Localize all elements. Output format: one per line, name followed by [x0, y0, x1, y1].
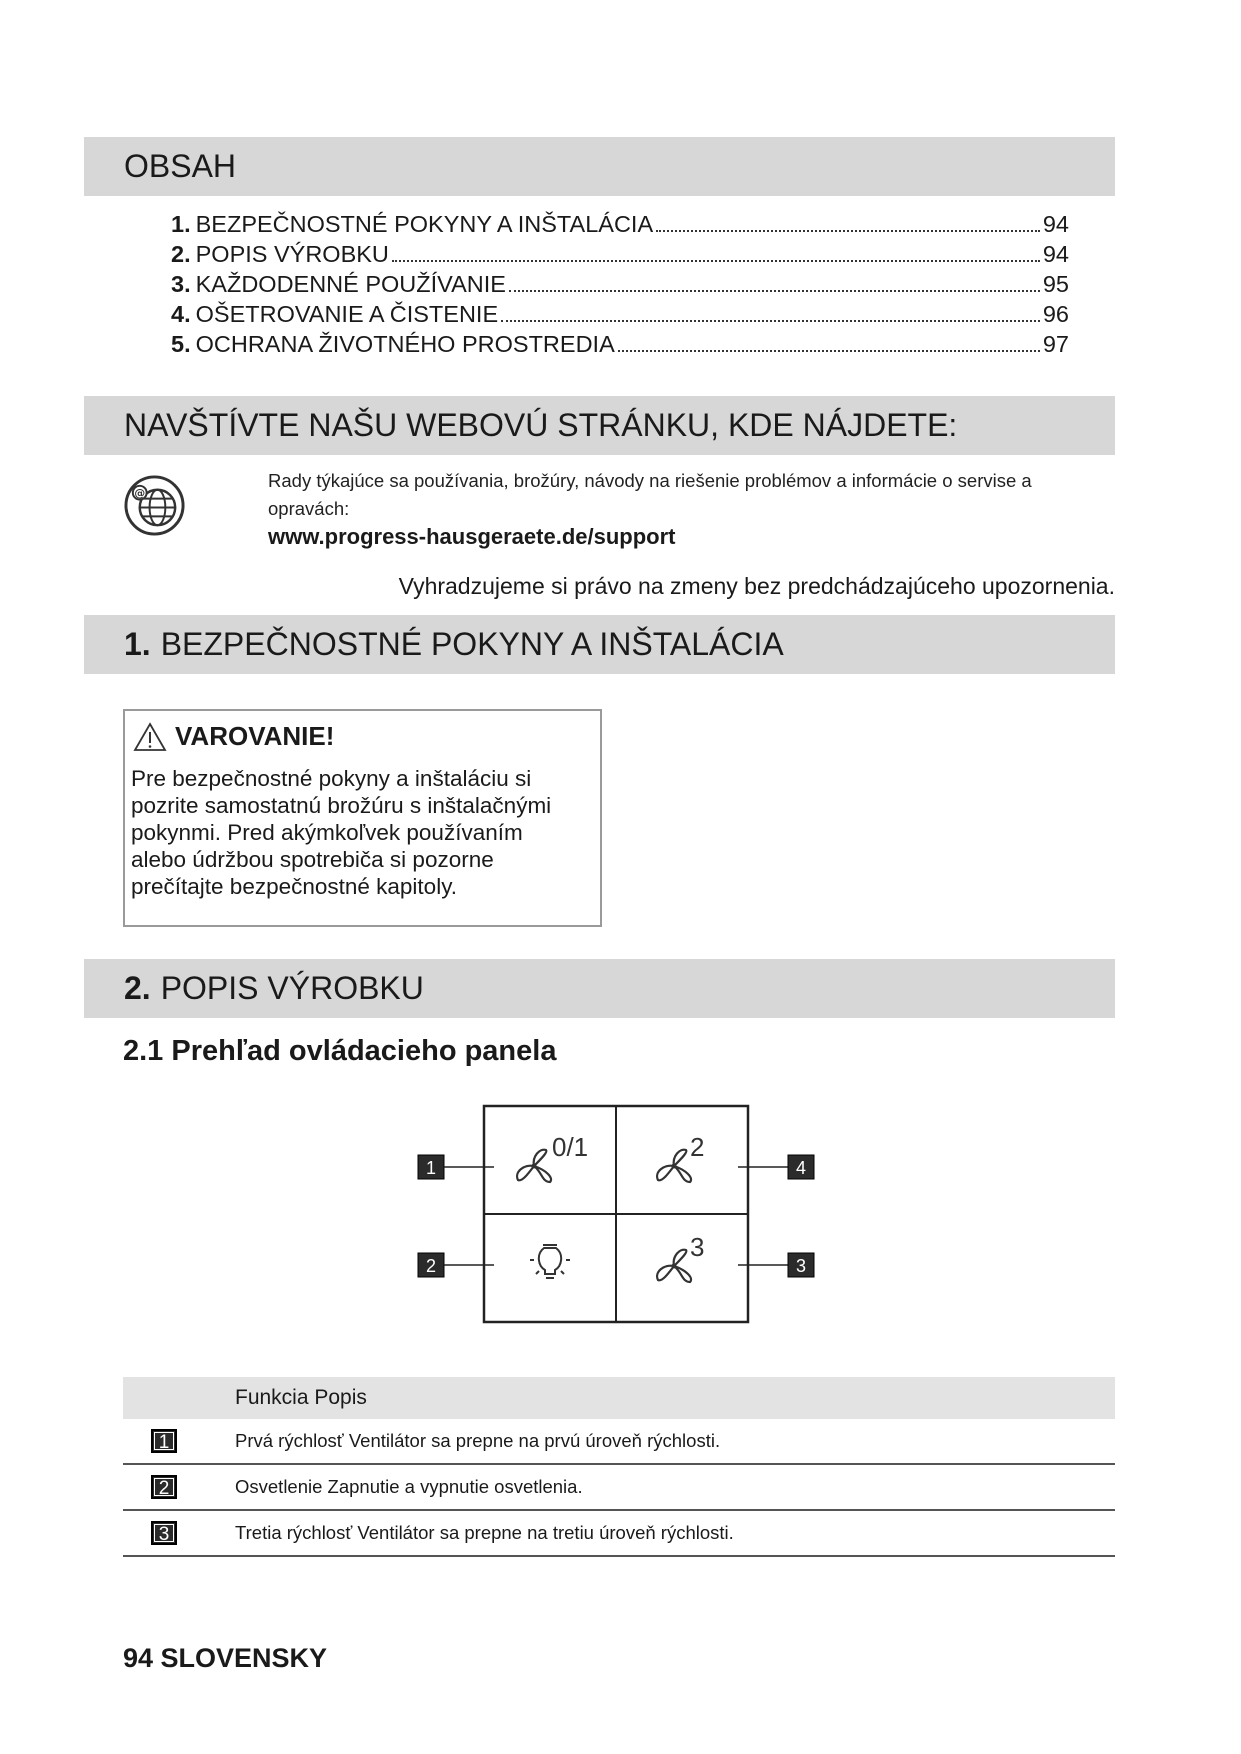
- svg-text:@: @: [134, 486, 146, 500]
- function-table: [123, 1377, 1115, 1557]
- page-footer: 94 SLOVENSKY: [123, 1643, 328, 1673]
- toc-item-label: OŠETROVANIE A ČISTENIE: [195, 301, 499, 327]
- row-description: Tretia rýchlosť Ventilátor sa prepne na tretiu úroveň rýchlosti.: [235, 1522, 734, 1543]
- row-description: Osvetlenie Zapnutie a vypnutie osvetlenia.: [235, 1476, 583, 1497]
- callout-4-label: 4: [795, 1158, 807, 1178]
- toc-leader-dots: [501, 320, 1040, 322]
- toc-item-number: 5.: [171, 331, 191, 357]
- callout-1: [418, 1155, 494, 1179]
- section-2-title: POPIS VÝROBKU: [160, 970, 424, 1006]
- control-panel-diagram: [416, 1104, 816, 1328]
- toc-leader-dots: [618, 350, 1040, 352]
- website-heading-bar: [84, 396, 1115, 455]
- callout-1-label: 1: [425, 1158, 437, 1178]
- row-number-badge: 3: [151, 1521, 177, 1545]
- toc-item[interactable]: [171, 209, 1069, 239]
- fan-speed-2-label: 2: [690, 1132, 705, 1162]
- toc-leader-dots: [509, 290, 1040, 292]
- toc-item-number: 3.: [171, 271, 191, 297]
- toc-item-page: 94: [1042, 241, 1069, 267]
- warning-header: [133, 721, 334, 752]
- toc-item-label: BEZPEČNOSTNÉ POKYNY A INŠTALÁCIA: [195, 211, 654, 237]
- callout-3-label: 3: [795, 1256, 807, 1276]
- section-1-number: 1.: [124, 626, 151, 662]
- toc-item-label: POPIS VÝROBKU: [195, 241, 389, 267]
- toc-item[interactable]: [171, 299, 1069, 329]
- section-1-heading-bar: [84, 615, 1115, 674]
- table-header: [123, 1377, 1115, 1419]
- reservation-note: Vyhradzujeme si právo na zmeny bez predchádzajúceho upozornenia.: [398, 573, 1115, 599]
- row-description: Prvá rýchlosť Ventilátor sa prepne na prvú úroveň rýchlosti.: [235, 1430, 721, 1451]
- website-heading: NAVŠTÍVTE NAŠU WEBOVÚ STRÁNKU, KDE NÁJDETE:: [124, 407, 958, 443]
- callout-4: [738, 1155, 814, 1179]
- warning-title: VAROVANIE!: [175, 721, 335, 751]
- toc-item-label: OCHRANA ŽIVOTNÉHO PROSTREDIA: [195, 331, 615, 357]
- warning-text: Pre bezpečnostné pokyny a inštaláciu si pozrite samostatnú brožúru s inštalačnými pokynmi. Pred akýmkoľvek používaním alebo údržbou spotrebiča si pozorne prečítajte bezpečnostné kapitoly.: [131, 766, 552, 899]
- control-panel-subheading: 2.1 Prehľad ovládacieho panela: [123, 1035, 557, 1067]
- fan-speed-1-label: 0/1: [552, 1132, 589, 1162]
- toc-item[interactable]: [171, 239, 1069, 269]
- toc-item-page: 94: [1042, 211, 1069, 237]
- toc-item-page: 96: [1042, 301, 1069, 327]
- callout-2: [418, 1253, 494, 1277]
- section-1-title: BEZPEČNOSTNÉ POKYNY A INŠTALÁCIA: [160, 626, 784, 662]
- row-number-badge: 1: [151, 1429, 177, 1453]
- table-row: [123, 1511, 1115, 1557]
- section-2-heading-bar: [84, 959, 1115, 1018]
- table-of-contents: [171, 209, 1069, 359]
- toc-leader-dots: [656, 230, 1040, 232]
- website-description: Rady týkajúce sa používania, brožúry, návody na riešenie problémov a informácie o servise a opravách:: [268, 470, 1032, 519]
- section-2-number: 2.: [124, 970, 151, 1006]
- callout-3: [738, 1253, 814, 1277]
- toc-item-page: 95: [1042, 271, 1069, 297]
- warning-box: [123, 709, 602, 927]
- toc-item-number: 4.: [171, 301, 191, 327]
- contents-heading-bar: [84, 137, 1115, 196]
- warning-triangle-icon: [133, 722, 167, 752]
- fan-speed-3-label: 3: [690, 1232, 705, 1262]
- toc-item-page: 97: [1042, 331, 1069, 357]
- toc-leader-dots: [392, 260, 1040, 262]
- callout-2-label: 2: [425, 1256, 437, 1276]
- toc-item-number: 2.: [171, 241, 191, 267]
- table-row: [123, 1419, 1115, 1465]
- globe-web-icon: [123, 474, 186, 537]
- table-row: [123, 1465, 1115, 1511]
- toc-item-number: 1.: [171, 211, 191, 237]
- toc-item[interactable]: [171, 329, 1069, 359]
- contents-title: OBSAH: [124, 148, 237, 184]
- website-url-link[interactable]: www.progress-hausgeraete.de/support: [268, 524, 676, 549]
- table-header-label: Funkcia Popis: [235, 1386, 367, 1409]
- toc-item[interactable]: [171, 269, 1069, 299]
- toc-item-label: KAŽDODENNÉ POUŽÍVANIE: [195, 271, 506, 297]
- row-number-badge: 2: [151, 1475, 177, 1499]
